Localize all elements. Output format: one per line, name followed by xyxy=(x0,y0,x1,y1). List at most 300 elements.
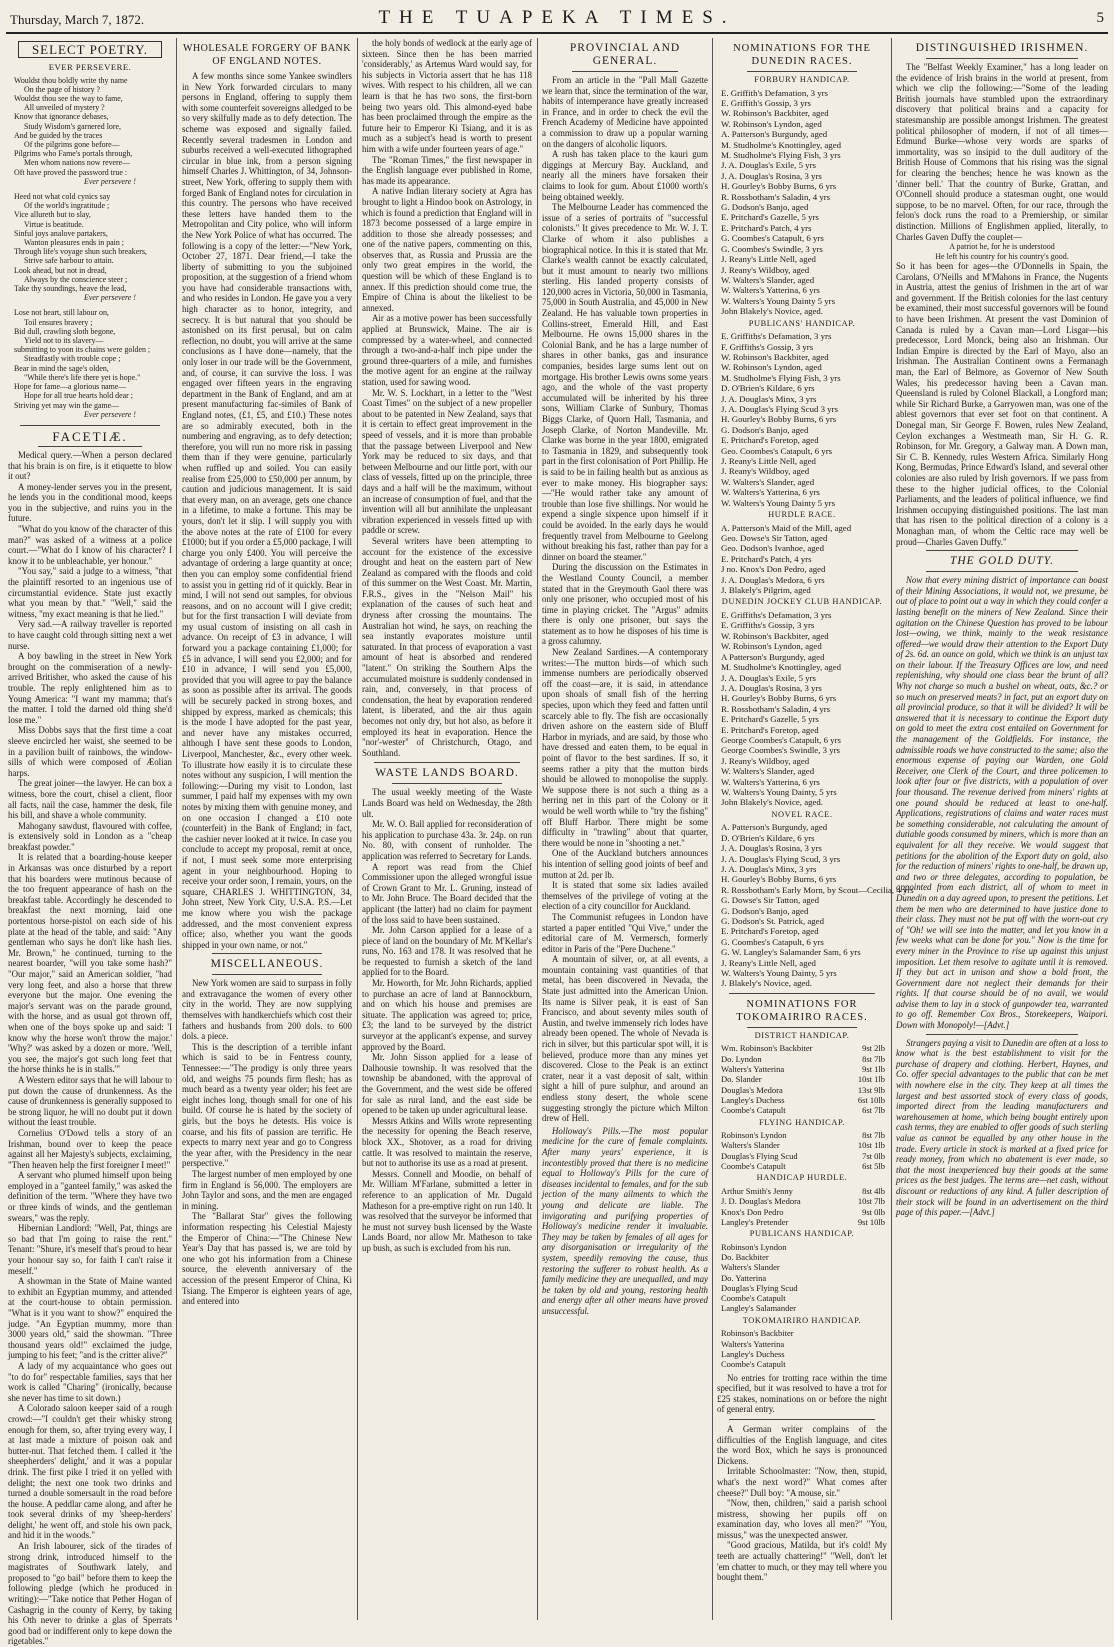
race-entry: J. A. Douglas's Rosina, 3 yrs xyxy=(721,170,822,181)
race-entry: W. Walters's Slander, aged xyxy=(721,766,815,777)
race-entry-row xyxy=(717,1140,887,1150)
divider xyxy=(38,446,142,447)
article-body xyxy=(182,978,352,1306)
horse-name: J. D. Douglas's Medora xyxy=(721,1196,801,1207)
paragraph: Messrs. Connell and Moodie, on behalf of Mr. William M'Farlane, submitted a letter in reference to an application of Mr. Dugald Matheson for a pre-emptive right on run 140. It was resolved that the surveyor be informed that he must not survey bush licensed by the Waste Lands Board, nor allow Mr. Matheson to take up bush, as such is excluded from his run. xyxy=(362,1168,532,1253)
couplet xyxy=(896,242,1108,261)
poem-line: Striving yet may win the game— xyxy=(14,400,119,410)
horse-name: Do. Slander xyxy=(721,1074,762,1085)
paragraph: It is related that a boarding-house keeper in Arkansas was once disturbed by a report that his boarders were mutinous because of the too frequent appearance of hash on the breakfast table. Accordingly he descended to breakfast the next morning, laid one portentous horse-pistol on each side of his plate at the head of the table, and said: "Any gentleman who says he don't like hash lies. Mr. Brown," he continued, turning to the nearest boarder, "will you take some hash?" "Our major," said an American soldier, "had very long feet, and also a horse that threw everyone but the major. One evening the major's servant was on the parade ground, with the horse, and as usual got thrown off, when one of the boys spoke up and said: 'I know why the horse won't throw the major.' 'Why?' was asked by a dozen or more. 'Well, you see, the major's got such long feet that the horse thinks he is in stalls.'" xyxy=(8,852,172,1075)
paragraph: "What do you know of the character of this man?" was asked of a witness at a police court.—"What do I know of his character? I know it to be unbleachable, yer honour." xyxy=(8,524,172,566)
race-entry-row xyxy=(717,1207,887,1217)
race-entry: E. Pritchard's Foretop, aged xyxy=(721,926,819,937)
horse-name: Robinson's Lyndon xyxy=(721,1130,787,1141)
race-entry: W. Robinson's Lyndon, aged xyxy=(721,362,822,373)
race-entry-row xyxy=(717,1349,887,1359)
race-entry: W. Walters's Yatterina, 6 yrs xyxy=(721,285,820,296)
paragraph: The "Belfast Weekly Examiner," has a long leader on the evidence of Irish brains in the world at present, from which we clip the following:—"Some of the leading British journals have stumbled upon the extraordinary discovery that political brains and a capacity for statesmanship are possible amongst Irishmen. The greatest political philosopher of modern, if not of all times—Edmund Burke—whose very words are sparks of immortality, was so insipid to the dull auditory of the British House of Commons that his rising was the signal for clearing the benches; hence he was known as the 'dinner bell.' That the country of Burke, Grattan, and O'Connell should produce a statesman ought, one would suppose, to be no marvel. Often, for our race, through the felon's dock runs the road to a Premiership, or similar distinction. Millions of Englishmen applied, literally, to Charles Gaven Duffy the couplet— xyxy=(896,62,1108,242)
poem-line: All unveiled of mystery ? xyxy=(24,103,105,113)
divider xyxy=(374,762,520,763)
horse-name: Do. Backbiter xyxy=(721,1252,769,1262)
poem-stanza xyxy=(14,76,172,186)
paragraph: The Melbourne Leader has commenced the issue of a series of portraits of "successful colonists." It gives precedence to Mr. W. J. T. Clarke of whom it also publishes a biographical notice. In this it is stated that Mr. Clarke's wealth cannot be exactly calculated, but it must amount to nearly two millions sterling. His landed property consists of 120,000 acres in Victoria, 50,000 in Tasmania, 75,000 in South Australia, and 45,000 in New Zealand. He has valuable town properties in Collins-street, Emerald Hill, and East Melbourne. He owns 15,000 shares in the Colonial Bank, and he has a large number of shares in other banks, gas and insurance companies, besides large sums lent out on mortgage. His brother Lewis owns some years ago, and the whole of the vast property accumulated will be inherited by his three sons, William Clarke of Sunbury, Thomas Biggs Clarke, of Quorn Hall, Tasmania, and Joseph Clarke, of Norton Mandeville. Mr. Clarke was borne in the year 1800, emigrated to Tasmania in 1829, and subsequently took part in the first colonisation of Port Phillip. He is said to be in failing health but as anxious as ever to make money. His biographer says:—"He would rather take any amount of trouble than lose five shillings. Nor would he expend a single sixpence upon himself if it could be avoided. In the early days he would frequently travel from Melbourne to Geelong without breaking his fast, rather than pay for a dinner on board the steamer." xyxy=(542,202,708,562)
race-entry: John Blakely's Novice, aged. xyxy=(721,797,823,808)
race-entry-row xyxy=(717,1283,887,1293)
poem-line: Steadfastly with trouble cope ; xyxy=(24,354,121,364)
race-entry-row xyxy=(717,1064,887,1074)
handicap-weight: 9st 1lb xyxy=(862,1064,885,1075)
article-body xyxy=(362,787,532,1253)
paragraph: New Zealand Sardines.—A contemporary writes:—The mutton birds—of which such immense numbers are periodically observed off the coast—are, it is said, in attendance upon shoals of small fish of the herring species, upon which they feed and fatten until scarcely able to fly. The fish are occasionally driven ashore on the eastern side of Bluff Harbor in myriads, and are said, by those who have dressed and eaten them, to be equal in point of flavor to the best sardines. If so, it seems rather a pity that the mutton birds should be allowed to monopolise the supply. We suppose there is not such a thing as a herring net in this part of the Colony or it would be well worth while to "try the fishing" off Bluff Harbor. There might be some difficulty in "trawling" about that quarter, there would be none in "shooting a net." xyxy=(542,647,708,848)
race-entry: R. Rossbotham's Saladin, 4 yrs xyxy=(721,191,831,202)
issue-date: Thursday, March 7, 1872. xyxy=(10,12,145,27)
article-headline: NOMINATIONS FOR THE DUNEDIN RACES. xyxy=(733,43,871,67)
horse-name: Coombe's Catapult xyxy=(721,1161,786,1172)
horse-name: Douglas's Medora xyxy=(721,1084,783,1095)
race-entry: G. W. Langley's Salamander Sam, 6 yrs xyxy=(721,947,861,958)
race-entry: G. Coombes's Swindle, 3 yrs xyxy=(721,243,823,254)
divider xyxy=(20,425,160,426)
race-entry: George Coombes's Swindle, 3 yrs xyxy=(721,745,840,756)
paragraph: One of the Auckland butchers announces his intention of selling good joints of beef and mutton at 2d. per lb. xyxy=(542,848,708,880)
paragraph: Mr. John Sisson applied for a lease of Dalhousie township. It was resolved that the township be abandoned, with the approval of the Government, and the west side be offered for sale as rural land, and the east side be opened to be taken up under agricultural lease. xyxy=(362,1052,532,1116)
handicap-weight: 10st 7lb xyxy=(857,1196,885,1207)
divider xyxy=(392,783,502,784)
race-entry: A. Patterson's Maid of the Mill, aged xyxy=(721,522,852,533)
race-entry: J. A. Douglas's Exile, 5 yrs xyxy=(721,160,816,171)
poem-line: Look ahead, but not in dread, xyxy=(14,265,107,275)
divider xyxy=(729,1419,875,1420)
article-headline: MISCELLANEOUS. xyxy=(210,958,324,971)
race-entry-row xyxy=(717,1273,887,1283)
horse-name: Wm. Robinson's Backbiter xyxy=(721,1043,813,1054)
divider xyxy=(212,974,322,975)
race-entry-row xyxy=(717,1105,887,1115)
poem-line: Toil ensures bravery ; xyxy=(24,317,93,327)
paragraph: The largest number of men employed by one firm in England is 56,000. The employers are John Taylor and sons, and the men are engaged in mining. xyxy=(182,1168,352,1211)
article-headline: THE GOLD DUTY. xyxy=(949,555,1054,568)
race-entry-row xyxy=(717,1252,887,1262)
race-entry: J. A. Douglas's Rosina, 3 yrs xyxy=(721,843,822,854)
advertisement-paragraph: Strangers paying a visit to Dunedin are often at a loss to know what is the best establishment to visit for the purchase of drapery and clothing. Herbert, Haynes, and Co. offer special advantages to the public that can be met with nowhere else in the city. They keep at all times the largest and best assorted stock of every class of goods, imported direct from the leading manufacturers and warehousemen at home, which being bought entirely upon cash terms, they are enabled to offer goods of such sterling value as cannot be equalled by any other house in the trade. Every article in stock is marked at a fixed price for ready money, from which no abatement is ever made, so that the most inexperienced buy their goods at the same prices as the best judges. The terms are—net cash, without discount or reductions of any kind. A fuller description of their stock will be found in an advertisement on the third page of this paper.—[Advt.] xyxy=(896,1037,1108,1218)
divider xyxy=(747,1027,857,1028)
race-entry: G. Coombes's Catapult, 6 yrs xyxy=(721,936,824,947)
race-heading: HANDICAP HURDLE. xyxy=(756,1173,848,1183)
poem-line: Vice allureth but to slay, xyxy=(14,210,91,220)
race-heading: HURDLE RACE. xyxy=(768,510,836,520)
poem-line: Wouldst thou boldly write thy name xyxy=(14,75,128,85)
horse-name: Langley's Duchess xyxy=(721,1094,785,1105)
race-entry: E. Pritchard's Gazelle, 5 yrs xyxy=(721,212,819,223)
race-entry-row xyxy=(717,1339,887,1349)
race-entry: A. Patterson's Burgundy, aged xyxy=(721,129,828,140)
column-rule xyxy=(357,38,358,1620)
paragraph: The usual weekly meeting of the Waste Lands Board was held on Wednesday, the 28th ult. xyxy=(362,787,532,819)
paragraph: Irritable Schoolmaster: "Now, then, stupid, what's the next word?" What comes after cheese?" Dull boy: "A mouse, sir." xyxy=(717,1466,887,1498)
horse-name: Langley's Pretender xyxy=(721,1216,789,1227)
race-entry: J. A. Douglas's Medora, 6 yrs xyxy=(721,574,825,585)
poem-line: Hope for fame—a glorious name— xyxy=(14,382,127,392)
paragraph: Several writers have been attempting to account for the existence of the excessive drought and heat on the eastern part of New Zealand as compared with the floods and cold of this summer on the West Coast. Mr. Martin, F.R.S., gives in the "Nelson Mail" his explanation of the causes of such heat and dryness after crossing the mountains. The Australian hot wind, he says, on reaching the sea instantly evaporates moisture until saturated. In that process of evaporation a vast amount of heat is absorbed and rendered "latent." On striking the Southern Alps the accumulated moisture is suddenly condensed in rain, and, conversely, in that process of condensation, the heat by evaporation rendered latent, is liberated, and the air thus again becomes not only dry, but hot also, as before it employed its heat in evaporation. Hence the "nor'-wester" of Christchurch, Otago, and Southland. xyxy=(362,535,532,758)
race-entry: H. Gourley's Bobby Burns, 6 yrs xyxy=(721,181,837,192)
race-entry-row xyxy=(717,1095,887,1105)
race-entry-row xyxy=(717,1085,887,1095)
race-heading: TOKOMAIRIRO HANDICAP. xyxy=(742,1315,862,1325)
race-entry: J. A. Douglas's Flying Scud, 3 yrs xyxy=(721,853,841,864)
paragraph: A few months since some Yankee swindlers in New York forwarded circulars to many persons in England, offering to supply them with some counterfeit sovereigns alledged to be so very skilfully made as to defy detection. The scheme was exposed and signally failed. Recently several tradesmen in London and suburbs received a well-executed lithographed circular in blue ink, from a person signing himself Charles J. Whittington, of 34, Johnson-street, New York, offering to supply them with forged Bank of England notes for circulation in this country. The persons who have received these letters have handed them to the Metropolitan and City police, who will inform the New York Police of what has occurred. The following is a copy of the letter:—"New York, October 27, 1871. Dear friend,—I take the liberty of submitting to you the subjoined proposition, at the suggestion of a friend whom you have had considerable transactions with, and who resides in London. He gave you a very high character as to honor, integrity, and secrecy. It is but natural that you should be astonished on its first perusal, but on calm reflection, no doubt, you will arrive at the same conclusions as I have done—namely, that the only loser in our trade will be the Government, and, of course, it can survive the loss. I was engaged over fifteen years in the engraving department in the Bank of England, and am at present manufacturing fac-similes of Bank of England notes, (£1, £5, and £10.) These notes are so admirably executed, both in the numbering and engraving, as to defy detection; therefore, you will run no more risk in passing them than if they were genuine, particularly when ruffled up and soiled. You can easily realise from £25,000 to £50,000 per annum, by caution and judicious management. It is said that every man, on an average, gets one chance in a lifetime, to make a fortune. This may be yours, don't let it slip. I will supply you with the above notes at the rate of £100 for every £1000; but if you order a £5,000 package, I will charge you only £400. You will perceive the advantage of ordering a large quantity at once; then you can employ some confidential friend to assist you in getting rid of it quickly. Bear in mind, I will not send out samples, for obvious reasons, and on no account will I give credit; but for the first transaction I will deviate from my usual custom of insisting on all cash in advance. On receipt of £3 in advance, I will forward you a package containing £1,000; for £5 in advance, I will send you £2,000; and for £10 in advance, I will send you £5,000, provided that you will agree to pay the balance as soon as possible after its arrival. The goods will be securely packed in strong boxes, and shipped by express, marked as chemicals; this is the mode I have adopted for the past year, and never have any mistakes occurred, although I have sent these goods to London, Liverpool, Manchester, &c., every other week. To illustrate how easily it is to circulate these notes without any suspicion, I will mention the following:—During my visit to London, last summer, I paid half my expenses with my own notes by mixing them with genuine money, and on one occasion I changed a £10 note (counterfeit) in the Bank of England; in fact, the cashier never looked at it twice. In case you conclude to accept my proposal, remit at once, if not, I must seek some more enterprising agent in your neighbourhood. Hoping to receive your order soon, I remain, yours, on the square, CHARLES J. WHITTINGTON, 34, John street, New York City, U.S.A. P.S.—Let me know where you wish the package addressed, and the most convenient express office; also, whether you want the goods shipped in your own name, or not." xyxy=(182,71,352,950)
newspaper-title: THE TUAPEKA TIMES. xyxy=(378,7,736,28)
race-heading: NOVEL RACE. xyxy=(771,809,833,819)
divider xyxy=(572,71,678,72)
paragraph: The "Ballarat Star" gives the following information respecting his Celestial Majesty the Emperor of China:—"The Chinese New Year's Day that has passed is, we are told by one who got his information from a Chinese source, the eleventh anniversary of the accession of the present Emperor of China, Ki Tsiang. The Emperor is eighteen years of age, and entered into xyxy=(182,1211,352,1307)
race-entry: W. Walters's Slander, aged xyxy=(721,274,815,285)
race-entry-row xyxy=(717,1074,887,1084)
paragraph: New York women are said to surpass in folly and extravagance the women of every other city in the world. They are now supplying themselves with handkerchiefs which cost their fathers and husbands from 200 dols. to 600 dols. a piece. xyxy=(182,978,352,1042)
article-body xyxy=(542,75,708,1124)
poem-line: And be guided by the traces xyxy=(14,130,103,140)
paragraph: A German writer complains of the difficulties of the English language, and cites the word Box, which he says is pronounced Dickens. xyxy=(717,1423,887,1466)
race-entry: M. Studholme's Flying Fish, 3 yrs xyxy=(721,150,841,161)
race-heading: FLYING HANDICAP. xyxy=(759,1117,845,1127)
section-heading: FACETIÆ. xyxy=(52,428,128,444)
horse-name: Robinson's Backbiter xyxy=(721,1328,794,1339)
race-entry: F. Griffiths's Gossip, 3 yrs xyxy=(721,341,814,352)
horse-name: Langley's Salamander xyxy=(721,1303,796,1314)
article-headline: NOMINATIONS FOR TOKOMAIRIRO RACES. xyxy=(736,998,868,1023)
article-headline: WASTE LANDS BOARD. xyxy=(375,767,519,780)
race-entry-row xyxy=(717,1328,887,1338)
race-entry: Geo. Coombes's Catapult, 6 yrs xyxy=(721,445,833,456)
race-heading: DUNEDIN JOCKEY CLUB HANDICAP. xyxy=(721,597,883,607)
poem-line: Wanton pleasures ends in pain ; xyxy=(24,238,124,248)
race-entry-row xyxy=(717,1196,887,1206)
handicap-weight: 8st 7lb xyxy=(862,1053,885,1064)
poem-stanza xyxy=(14,192,172,302)
horse-name: Coombe's Catapult xyxy=(721,1105,786,1116)
horse-name: Langley's Duchess xyxy=(721,1348,785,1359)
horse-name: Do. Yatterina xyxy=(721,1272,767,1283)
poem-line: Bid dull, crawling sloth begone, xyxy=(14,326,116,336)
race-heading: FORBURY HANDICAP. xyxy=(754,75,850,84)
race-entry: J. Reany's Wildboy, aged xyxy=(721,466,810,477)
page-number: 5 xyxy=(1096,10,1104,26)
race-entry-row xyxy=(717,1262,887,1272)
paragraph: During the discussion on the Estimates in the Westland County Council, a member stated that in the Greymouth Gaol there was only one prisoner, who occupied most of his time in playing cricket. The "Argus" admits there is only one prisoner, but says the statement as to how he disposes of his time is a gross calumny. xyxy=(542,562,708,647)
paragraph: A rush has taken place to the kauri gum diggings at Mercury Bay. Auckland, and nearly all the miners have forsaken their claims to look for gum. About £1000 worth's being obtained weekly. xyxy=(542,149,708,202)
article-body xyxy=(182,71,352,950)
poem-line: Of the world's ingratitude ; xyxy=(24,201,110,211)
poem-line: Know that ignorance debases, xyxy=(14,112,109,122)
race-entry: Geo. Dodson's Ivanhoe, aged xyxy=(721,543,824,554)
paragraph: "You say," said a judge to a witness, "that the plaintiff resorted to an ingenious use of circumstantial evidence. State just exactly what you mean by that." "Well," said the witness, "my exact meaning is that he lied." xyxy=(8,566,172,619)
column-irishmen xyxy=(896,38,1108,1622)
poem-line: Wouldst thou see the way to fame, xyxy=(14,94,123,103)
race-entry: W. Walters's Young Dainty 5 yrs xyxy=(721,497,836,508)
race-entry: G. Dodson's Banjo, aged xyxy=(721,905,809,916)
race-entry: M. Studholme's Flying Fish, 3 yrs xyxy=(721,372,841,383)
horse-name: Douglas's Flying Scud xyxy=(721,1282,798,1293)
horse-name: Walters's Slander xyxy=(721,1262,780,1273)
nominations-list xyxy=(717,75,914,989)
race-entry: J. Reany's Wildboy, aged xyxy=(721,264,810,275)
horse-name: Robinson's Lyndon xyxy=(721,1241,787,1252)
column-rule xyxy=(891,38,892,1620)
race-entry: J. Reany's Little Nell, aged xyxy=(721,957,816,968)
race-entry: E. Griffiths's Gossip, 3 yrs xyxy=(721,620,815,631)
race-entry: E. Pritchard's Foretop, aged xyxy=(721,435,819,446)
poem-line: Study Wisdom's garnered lore, xyxy=(24,121,121,131)
race-entry-row xyxy=(717,1359,887,1369)
poem-line: Take thy soundings, heave the lead, xyxy=(14,284,127,294)
handicap-weight: 6st 5lb xyxy=(862,1161,885,1172)
race-entry: E. Griffiths's Defamation, 3 yrs xyxy=(721,610,832,621)
horse-name: Knox's Don Pedro xyxy=(721,1206,784,1217)
advert-text: Holloway's Pills.—The most popular medicine for the cure of female complaints. After many years' experience, it is incontestibly proved that there is no medicine equal to Holloway's Pills for the cure of diseases incidental to females, and for the sub jection of the many ailments to which the young and delicate are liable. The invigorating and purifying properties of Holloway's medicine render it invaluable. They may be taken by females of all ages for any disorganisation or irregularity of the system, speedily removing the cause, thus restoring the sufferer to robust health. As a family medicine they are unequalled, and may be taken by old and young, restoring health and energy after all other means have proved unsuccessful. xyxy=(542,1125,708,1316)
paragraph: "Good gracious, Matilda, but it's cold! My teeth are actually chattering!" "Well, don't let 'em chatter to much, or they may tell where you bought them." xyxy=(717,1540,887,1583)
horse-name: Walters's Yatterina xyxy=(721,1064,785,1075)
handicap-weight: 7st 0lb xyxy=(862,1150,885,1161)
race-entry: Geo. Dowse's Sir Tatton, aged xyxy=(721,533,828,544)
poem-line: Heed not what cold cynics say xyxy=(14,192,111,202)
nominations-table xyxy=(717,1031,887,1370)
race-entry-row xyxy=(717,1043,887,1053)
race-entry: D. O'Brien's Kildare, 6 yrs xyxy=(721,383,815,394)
race-entry: J. A. Douglas's Minx, 3 yrs xyxy=(721,864,817,874)
race-entry: G. Coombes's Catapult, 6 yrs xyxy=(721,233,824,244)
article-headline: WHOLESALE FORGERY OF BANK OF ENGLAND NOTES. xyxy=(183,43,351,67)
race-entry: R. Rossbotham's Early Morn, by Scout—Cecilia, 4 yrs xyxy=(721,884,914,895)
race-entry: E. Pritchard's Patch, 4 yrs xyxy=(721,553,812,564)
paragraph: Mahogany sawdust, flavoured with coffee, is extensively sold in London as a "cheap breakfast powder." xyxy=(8,820,172,852)
poem-line: "While there's life there yet is hope." xyxy=(24,372,141,382)
paragraph: From an article in the "Pall Mall Gazette we learn that, since the termination of the war, habits of intemperance have greatly increased in France, and in order to check the evil the French Academy of Medicine have appointed a commission to draw up a popular warning on the dangers of alcoholic liquors. xyxy=(542,75,708,149)
race-entry: D. O'Brien's Kildare, 6 yrs xyxy=(721,832,815,843)
race-entry: E. Griffith's Gossip, 3 yrs xyxy=(721,98,811,108)
handicap-weight: 6st 10lb xyxy=(857,1094,885,1105)
paragraph: A lady of my acquaintance who goes out "to do for" respectable families, says that her work is called "Charing" (ironically, because she never has time to sit down.) xyxy=(8,1360,172,1403)
race-entry: R. Rossbotham's Saladin, 4 yrs xyxy=(721,703,831,714)
race-entry: J. Reany's Little Nell, aged xyxy=(721,456,816,466)
paragraph: An Irish labourer, sick of the tirades of strong drink, introduced himself to the magistrates of Southwark lately, and proposed to "go bail" before them to keep the following pledge (which he produced in writing):—"Take notice that Pether Hogan of Cashagrig in the county of Kerry, by taking his Oth never to drinke a glas of Sperrats good bad or indifferent only to kepe down the rigetables." xyxy=(8,1541,172,1647)
race-entry: G. Dowse's Sir Tatton, aged xyxy=(721,895,820,906)
race-entry: J no. Knox's Don Pedro, aged xyxy=(721,564,826,575)
paragraph: Messrs Atkins and Wills wrote representing the necessity for opening the Beach reserve, block XX., Shotover, as a road for driving cattle. It was resolved to maintain the reserve, but not to authorise its use as a road at present. xyxy=(362,1115,532,1169)
poem-line: Ever persevere ! xyxy=(84,176,136,186)
handicap-weight: 8st 7lb xyxy=(862,1130,885,1141)
section-heading: SELECT POETRY. xyxy=(18,41,162,58)
race-entry: M. Studholme's Knottingley, aged xyxy=(721,662,842,673)
race-heading: PUBLICANS' HANDICAP. xyxy=(748,318,856,328)
advertisement-paragraph: Now that every mining district of importance can boast of their Mining Associations, it would not, we presume, be out of place to point out a way in which they could confer a lasting benefit on the miners of New Zealand. Since their agitation on the Chinese Question has proved to be labour lost—owing, we think, mainly to the weak resistance offered—we would draw their attention to the Export Duty of 2s. 6d. an ounce on gold, which we think is an unjust tax on their labour. If the Treasury Offices are low, and need replenishing, why should one class bear the brunt of all? Why not charge so much a bushel on wheat, oats, &c.? or so much on preserved meats? in fact, put an export duty on all provincial produce, so that it will be divided? It will be answered that it is necessary to continue the Export duty on gold to meet the extra cost entailed on Government for the management of the Goldfields. For instance, the admissible roads we have constructed to the same; also the enormous expense of paying our Warden, one Gold Receiver, one Clerk of the Court, and three policemen to look after four or five districts, with a population of over four thousand. The revenue derived from miners' rights at one pound should be reduced at least to one-half. Applications, registrations of claims and water races must be something considerable, not calculating the amount of dutiable goods consumed by miners, which is more than an equivalent for all they receive. We would suggest that petitions for the abolition of the Export duty on gold, also for the reduction of miners' rights to one-half, be drawn up, and two or three delegates, according to population, be appointed from each district, all of whom to meet in Dunedin on a day agreed upon, to present the petitions. Let them be men who are determined to have justice done to their class. They must not be put off with the worn-out cry of "Oh! we will see into the matter, and let you know in a few weeks what can be done for you." Now is the time for every miner in the Province to rise up against this unjust imposition. Let them resolve to agitate until it is removed. If they but act in unison and show a bold front, the Government dare not neglect their demands for their rights. If that course should be of no avail, we would advise them to lay in a stock of gunpowder tea, warranted to go off. Remember Cox Bros., Storekeepers, Waipori. Down with Monopoly!—[Advt.] xyxy=(896,575,1108,1031)
race-entry: J. A. Douglas's Flying Scud 3 yrs xyxy=(721,403,838,414)
poem-line: Of the pilgrims gone before— xyxy=(24,140,120,150)
paragraph: The great joiner—the lawyer. He can box a witness, bore the court, chisel a client, floor all facts, nail the case, hammer the desk, file his bill, and shave a whole community. xyxy=(8,778,172,821)
handicap-weight: 6st 7lb xyxy=(862,1105,885,1116)
paragraph: "Now, then, children," said a parish school mistress, showing her pupils off on examination day, who loves all men?" "You, missus," was the unexpected answer. xyxy=(717,1498,887,1540)
poem-line: submitting to yoon its chains were golden ; xyxy=(14,345,151,355)
paragraph: Mr. John Carson applied for a lease of a piece of land on the boundary of Mr. M'Kellar's runs, No. 163 and 178. It was resolved that he be requested to furnish a sketch of the land applied for to the Board. xyxy=(362,925,532,978)
race-entry: J. Blakely's Pilgrim, aged xyxy=(721,585,811,596)
divider xyxy=(926,1034,1078,1035)
column-rule xyxy=(712,38,713,1620)
handicap-weight: 10st 1lb xyxy=(857,1140,885,1151)
paragraph: So it has been for ages—the O'Donnells in Spain, the Carolans, O'Neills and M'Mahons in France, the Nugents in Austria, attest the genius of Irishmen in the art of war and government. If the British colonies for the last century be examined, their most successful governors will be found to have been Irishmen. At present the vast Dominion of Canada is ruled by a Cavan man—Lord Lisgar—his predecessor, Lord Monck, being also an Irishman. Our Indian Empire is directed by the Earl of Mayo, also an Irishman. The Australian Continent owns a Fermanagh man, the Earl of Belmore, as Governor of New South Wales, his predecessor having been a Cavan man. Queensland is ruled by Colonel Blackall, a Longford man; while Sir Richard Burke, a Garryowen man, was one of the ablest governors that ever set foot on that continent. A Donegal man, Sir George F. Bowen, rules New Zealand, Ceylon exchanges a Westmeath man, Sir H. G. R. Robinson, for Mr. Gregory, a Galway man. A Down man, Sir C. B. Kennedy, rules Western Africa. Similarly Hong Kong, Bermudas, Prince Edward's Island, and several other colonies are also ruled by Irish governors. If we pass from these to the higher judicial offices, to the Colonial Parliaments, and the leaders of political influence, we find Irishmen occupying distinguished positions. The last man that has risen to the political direction of a colony is a Monaghan man, of whom the Celtic race may well be proud—Charles Gaven Duffy." xyxy=(896,261,1108,547)
race-entry-row xyxy=(717,1054,887,1064)
divider xyxy=(926,571,1078,572)
poem-line: Strive safe harbour to attain. xyxy=(24,256,114,266)
column-forgery xyxy=(182,38,352,1622)
paragraph: Air as a motive power has been successfully applied at Brunswick, Maine. The air is compressed by a water-wheel, and connected through a two-and-a-half inch pipe under the ground three-quarters of a mile, and furnishes the motive agent for an engine at the railway station, used for sawing wood. xyxy=(362,313,532,387)
race-entry: J. Reany's Wildboy, aged xyxy=(721,755,810,766)
poem-line: Ever persevere ! xyxy=(84,293,136,303)
race-entry: H. Gourley's Bobby Burns, 6 yrs xyxy=(721,693,837,704)
paragraph: A showman in the State of Maine wanted to exhibit an Egyptian mummy, and attended at the court-house to obtain permission. "What is it you want to show?" enquired the judge. "An Egyptian mummy, more than 3000 years old," said the showman. "Three thousand years old!" exclaimed the judge, jumping to his feet; "and is the critter alive?" xyxy=(8,1276,172,1361)
column-rule xyxy=(176,38,177,1620)
paragraph: The "Roman Times," the first newspaper in the English language ever published in Rome, has made its appearance. xyxy=(362,154,532,186)
poem-line: Pilgrims who Fame's portals through, xyxy=(14,149,133,159)
race-entry: E. Griffiths's Defamation, 3 yrs xyxy=(721,331,832,342)
column-provincial xyxy=(542,38,708,1622)
race-entry: E. Griffith's Defamation, 3 yrs xyxy=(721,87,828,98)
poem-line: Through life's voyage shun such breakers, xyxy=(14,247,147,257)
race-entry: W. Walters's Young Dainty, 5 yrs xyxy=(721,968,837,979)
race-entry: J. A. Douglas's Exile, 5 yrs xyxy=(721,672,816,683)
race-entry: A. Patterson's Burgundy, aged xyxy=(721,822,828,833)
paragraph: It is stated that some six ladies availed themselves of the privilege of voting at the election of a city councillor for Auckland. xyxy=(542,880,708,912)
race-heading: PUBLICANS HANDICAP. xyxy=(749,1229,855,1239)
race-entry-row xyxy=(717,1303,887,1313)
race-entry: W. Robinson's Lyndon, aged xyxy=(721,118,822,129)
paragraph: A Western editor says that he will labour to put down the cause of drunkenness. As the cause of drunkenness is generally supposed to be strong liquor, he will no doubt put it down without the least trouble. xyxy=(8,1074,172,1128)
paragraph: A servant who plumed himself upon being employed in a "ganteel family," was asked the definition of the term. "Where they have two or three kinds of winds, and the gentleman swears," was the reply. xyxy=(8,1170,172,1223)
divider xyxy=(926,58,1078,59)
article-headline: DISTINGUISHED IRISHMEN. xyxy=(915,42,1089,54)
poem-line: Sinful joys analove partakers, xyxy=(14,228,108,238)
poem-title: EVER PERSEVERE. xyxy=(48,62,132,72)
race-entry-row xyxy=(717,1242,887,1252)
race-heading: DISTRICT HANDICAP. xyxy=(754,1030,850,1040)
poem-stanza xyxy=(14,308,172,418)
race-entry-row xyxy=(717,1130,887,1140)
poem-line: On the page of history ? xyxy=(24,84,101,94)
race-entry: G. Dodson's St. Patrick, aged xyxy=(721,916,824,927)
paragraph: Mr. Howorth, for Mr. John Richards, applied to purchase an acre of land at Bannockburn, and on which his house and premises are situate. The application was agreed to; price, £3; the land to be surveyed by the district surveyor at the applicant's expense, and survey approved by the Board. xyxy=(362,978,532,1052)
handicap-weight: 10st 1lb xyxy=(857,1074,885,1085)
race-entry-row xyxy=(717,1186,887,1196)
divider xyxy=(926,550,1078,551)
race-entry: John Blakely's Novice, aged. xyxy=(721,306,823,317)
race-entry: W. Robinson's Backbiter, aged xyxy=(721,108,829,119)
paragraph: A boy bawling in the street in New York brought on the commiseration of a newly-arrived Britisher, who asked the cause of his trouble. The reply enlightened him as to Young America: "I want my mamma; that's the matter. I told the darned old thing she'd lose me." xyxy=(8,651,172,725)
advertisement-paragraph xyxy=(542,1126,708,1317)
paragraph: A Colorado saloon keeper said of a rough crowd:—"I couldn't get their whisky strong enough for them, so, after trying every way, I at last made a mixture of poison oak and butter-nut. That fetched them. I called it 'the sheepherders' delight,' and it was a popular drink. The first pike I tried it on yelled with delight; the next one took two drinks and turned a double somersault in the road before the house. A peddlar came along, and after he took several drinks of my 'sheep-herders' delight,' he went off, and stole his own pack, and hid it in the woods." xyxy=(8,1403,172,1541)
horse-name: Walters's Slander xyxy=(721,1140,780,1151)
poem-line: Bear in mind the sage's olden, xyxy=(14,363,109,373)
race-entry: A Patterson's Burgundy, aged xyxy=(721,651,825,662)
race-entry-row xyxy=(717,1217,887,1227)
race-entry: E. Pritchard's Foretop, aged xyxy=(721,724,819,735)
poem-line: Ever persevere ! xyxy=(84,409,136,419)
paragraph: the holy bonds of wedlock at the early age of sixteen. Since then he has been married 'considerably,' as Artemus Ward would say, for his subjects in Victoria assert that he has 118 wives. With respect to his children, all we can learn is that he has two sons, the first-born being two years old. This almond-eyed babe has been proclaimed through the empire as the future heir to Emperor Ki Tsiang, and it is as much as a subject's head is worth to present him with a wife under fourteen years of age." xyxy=(362,38,532,154)
race-entry: H. Gourley's Bobby Burns, 6 yrs xyxy=(721,874,837,885)
horse-name: Walters's Yatterina xyxy=(721,1338,785,1349)
race-entry: H. Gourley's Bobby Burns, 6 yrs xyxy=(721,414,837,425)
masthead xyxy=(6,4,1108,34)
divider xyxy=(729,993,875,994)
poem-line: Virtue is beatitude. xyxy=(24,219,84,229)
race-entry: E. Pritchard's Patch, 4 yrs xyxy=(721,222,812,233)
handicap-weight: 9st 0lb xyxy=(862,1206,885,1217)
race-entry: J. A. Douglas's Rosina, 3 yrs xyxy=(721,682,822,693)
column-race-nominations xyxy=(717,38,914,1622)
article-headline: PROVINCIAL AND GENERAL. xyxy=(569,42,681,67)
race-entry-row xyxy=(717,1151,887,1161)
paragraph: Mr. W. S. Lockhart, in a letter to the "West Coast Times" on the subject of a new propeller about to be patented in New Zealand, says that it is certain to effect great improvement in the speed of vessels, and it is more than probable that the passage between Liverpool and New York may be reduced to six days, and that between Melbourne and our little port, with our class of vessels, fitted up on the principle, three days and a half will be the maximum, without an increase of consumption of fuel, and that the invention will all but annihilate the unpleasant vibration experienced in vessels fitted up with paddle or screw. xyxy=(362,387,532,536)
article-body xyxy=(8,450,172,1647)
race-entry: W. Robinson's Backbiter, aged xyxy=(721,630,829,641)
handicap-weight: 9st 2lb xyxy=(862,1043,885,1054)
race-entry: G. Dodson's Banjo, aged xyxy=(721,202,809,213)
poem-line: Yield not to its slavery— xyxy=(24,336,104,346)
handicap-weight: 13st 9lb xyxy=(857,1084,885,1095)
race-entry: E. Pritchard's Gazelle, 5 yrs xyxy=(721,714,819,725)
race-entry-row xyxy=(717,1293,887,1303)
race-entry: J. Reany's Little Nell, aged xyxy=(721,254,816,265)
race-entry: W. Walters's Young Dainty, 5 yrs xyxy=(721,786,837,797)
paragraph: A report was read from the Chief Commissioner upon the alleged wrongful issue of Crown Grant to Mr. L. Gruning, instead of to Mr. John Bruce. The Board decided that the applicant (the latter) had no claim for payment of the loss said to have been sustained. xyxy=(362,861,532,925)
column-rule xyxy=(537,38,538,1620)
column-poetry-facetiae xyxy=(8,38,172,1647)
horse-name: Arthur Smith's Jenny xyxy=(721,1185,793,1196)
divider xyxy=(747,71,857,72)
couplet-line: He left his country for his country's good. xyxy=(935,251,1069,261)
race-entry: George Coombes's Catapult, 6 yrs xyxy=(721,734,841,745)
race-entry: G. Dodson's Banjo, aged xyxy=(721,424,809,435)
race-entry: J. A. Douglas's Minx, 3 yrs xyxy=(721,393,817,404)
poem-line: Lose not heart, still labour on, xyxy=(14,308,109,318)
race-entry-row xyxy=(717,1161,887,1171)
paragraph: A mountain of silver, or, at all events, a mountain containing vast quantities of that metal, has been discovered in Nevada, the State just admitted into the American Union. Its name is Silver peak, it is east of San Francisco, and about seventy miles south of Austin, and twelve immensely rich lodes have already been opened. The whole of Nevada is rich in silver, but this particular spot will, it is believed, produce more than any mines yet discovered. Close to the Peak is an extinct crater, near it a vast deposit of salt, within sight a hill of pure sulphur, and around an endless stony desert, the whole scene suggesting strongly the picture which Milton drew of Hell. xyxy=(542,954,708,1124)
paragraph: A native Indian literary society at Agra has brought to light a Hindoo book on Astrology, in which is found a prediction that England will in 1873 become possessed of a large empire in addition to those she already possesses; and one of the native papers, commenting on this, observes that, as Russia and Prussia are the only two great empires in the world, the question will be which of these England is to annex. If this prediction should come true, the Empire of China is about the likeliest to be annexed. xyxy=(362,186,532,313)
paragraph: Cornelius O'Dowd tells a story of an Irishman, bound over to keep the peace against all her Majesty's subjects, exclaiming, "Then heaven help the first foreigner I meet!" xyxy=(8,1127,172,1170)
paragraph: Mr. W. O. Ball applied for reconsideration of his application to purchase 43a. 3r. 24p. on run No. 80, with consent of runholder. The application was referred to Secretary for Lands. xyxy=(362,819,532,861)
horse-name: Coombe's Catapult xyxy=(721,1293,786,1304)
poem xyxy=(8,76,172,419)
paragraph: The Communist refugees in London have started a paper entitled "Qui Vive," under the editorial care of M. Vermersch, formerly editor in Paris of the "Pere Duchene." xyxy=(542,911,708,954)
paragraph: This is the description of a terrible infant which is said to be in Fentress county, Tennessee:—"The prodigy is only three years old, and weighs 75 pounds firm flesh; has as much beard as a twenty year older; his feet are eight inches long, though small for one of his build. Of course he is hated by the society of girls, but the boys he detests. His voice is coarse, and his fits of passion are terrific. He expects to marry next year and go to Congress the year after, with the Presidency in the near perspective." xyxy=(182,1041,352,1169)
divider xyxy=(212,953,322,954)
race-entry: J. Blakely's Novice, aged. xyxy=(721,978,812,989)
race-entry: W. Walters's Young Dainty 5 yrs xyxy=(721,295,836,306)
race-entry: W. Robinson's Lyndon, aged xyxy=(721,641,822,652)
paragraph: Medical query.—When a person declared that his brain is on fire, is it etiquette to blow it out? xyxy=(8,449,172,482)
race-entry: W. Walters's Slander, aged xyxy=(721,476,815,487)
paragraph: Very sad.—A railway traveller is reported to have caught cold through sitting next a wet nurse. xyxy=(8,619,172,651)
paragraph: A money-lender serves you in the present, he lends you in the conditional mood, keeps you in the subjective, and ruins you in the future. xyxy=(8,481,172,524)
poem-line: Always by the conscience steer ; xyxy=(24,274,128,284)
paragraph: Miss Dobbs says that the first time a coat sleeve encircled her waist, she seemed to be in a pavilion built of rainbows, the window-sills of which were composed of Æolian harps. xyxy=(8,725,172,778)
horse-name: Coombe's Catapult xyxy=(721,1359,786,1370)
article-body xyxy=(717,1424,887,1583)
paragraph: Hibernian Landlord: "Well, Pat, things are so bad that I'm going to raise the rent." Tenant: "Shure, it's meself that's proud to hear your honour say so, for faith I can't raise it meself." xyxy=(8,1223,172,1276)
poem-line: Hope for all true hearts hold dear ; xyxy=(24,391,133,401)
article-body xyxy=(362,38,532,758)
race-entry: W. Robinson's Backbiter, aged xyxy=(721,351,829,362)
poem-line: Men whom nations now revere— xyxy=(24,158,131,168)
race-entry: M. Studholme's Knottingley, aged xyxy=(721,139,842,150)
handicap-weight: 9st 10lb xyxy=(857,1216,885,1227)
poem-line: Oft have proved the password true : xyxy=(14,167,128,177)
